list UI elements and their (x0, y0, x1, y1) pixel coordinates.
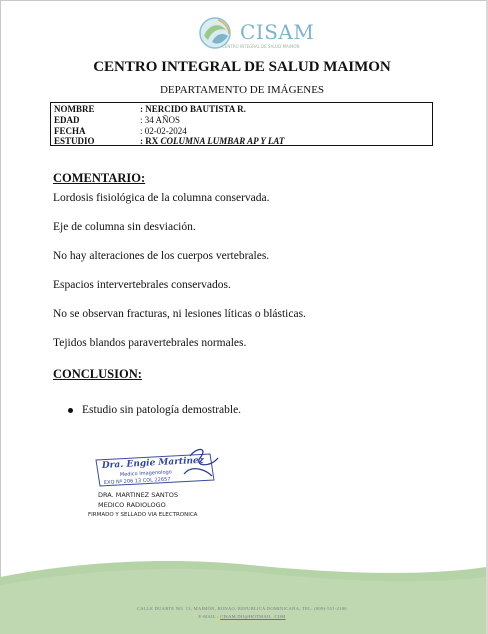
estudio-label: ESTUDIO (54, 136, 95, 146)
footer-email-label: E-MAIL : (198, 614, 221, 619)
patient-info-box (50, 102, 433, 146)
fecha-label: FECHA (54, 126, 86, 136)
footer-email-link[interactable]: CISAM.DO@HOTMAIL .COM (220, 614, 286, 619)
estudio-prefix: : RX (140, 136, 161, 146)
comentario-line: No se observan fracturas, ni lesiones líticas o blásticas. (53, 308, 306, 320)
estudio-value (140, 136, 284, 146)
logo-tagline: CENTRO INTEGRAL DE SALUD MAIMON (222, 44, 300, 49)
signer-title: MEDICO RADIOLOGO (98, 501, 166, 509)
footer-email-line (0, 614, 484, 619)
comentario-line: Lordosis fisiológica de la columna conservada. (53, 192, 270, 204)
comentario-line: Espacios intervertebrales conservados. (53, 279, 231, 291)
logo-wordmark: CISAM (240, 20, 315, 44)
signature-note: FIRMADO Y SELLADO VIA ELECTRONICA (88, 512, 198, 518)
svg-text:EXQ Nº 206 13 COL 22657: EXQ Nº 206 13 COL 22657 (103, 476, 171, 486)
comentario-line: Tejidos blandos paravertebrales normales. (53, 337, 247, 349)
footer-wave-decoration (0, 555, 486, 634)
cisam-logo (196, 12, 315, 56)
nombre-label: NOMBRE (54, 104, 95, 114)
comentario-line: No hay alteraciones de los cuerpos vertebrales. (53, 250, 270, 262)
footer-address: CALLE DUARTE NO. 13, MAIMÓN, BONAO, REPUBLICA DOMINICANA, TEL: (809)-551-2100 (137, 606, 347, 611)
conclusion-heading: CONCLUSION: (53, 367, 142, 381)
bullet-icon (68, 408, 73, 413)
comentario-line: Eje de columna sin desviación. (53, 221, 196, 233)
estudio-name: COLUMNA LUMBAR AP Y LAT (160, 136, 285, 146)
center-title: CENTRO INTEGRAL DE SALUD MAIMON (93, 59, 391, 75)
edad-label: EDAD (54, 115, 80, 125)
nombre-value: : NERCIDO BAUTISTA R. (140, 104, 246, 114)
comentario-heading: COMENTARIO: (53, 171, 146, 185)
signature-stamp (94, 444, 224, 492)
department-title: DEPARTAMENTO DE IMÁGENES (159, 84, 325, 96)
svg-text:Medico Imagenologo: Medico Imagenologo (119, 469, 172, 478)
conclusion-bullet: Estudio sin patología demostrable. (82, 404, 242, 416)
fecha-value: : 02-02-2024 (140, 126, 187, 136)
signer-name: DRA. MARTINEZ SANTOS (98, 491, 178, 499)
edad-value: : 34 AÑOS (140, 115, 181, 125)
svg-text:Dra. Engie Martinez: Dra. Engie Martinez (101, 455, 205, 471)
